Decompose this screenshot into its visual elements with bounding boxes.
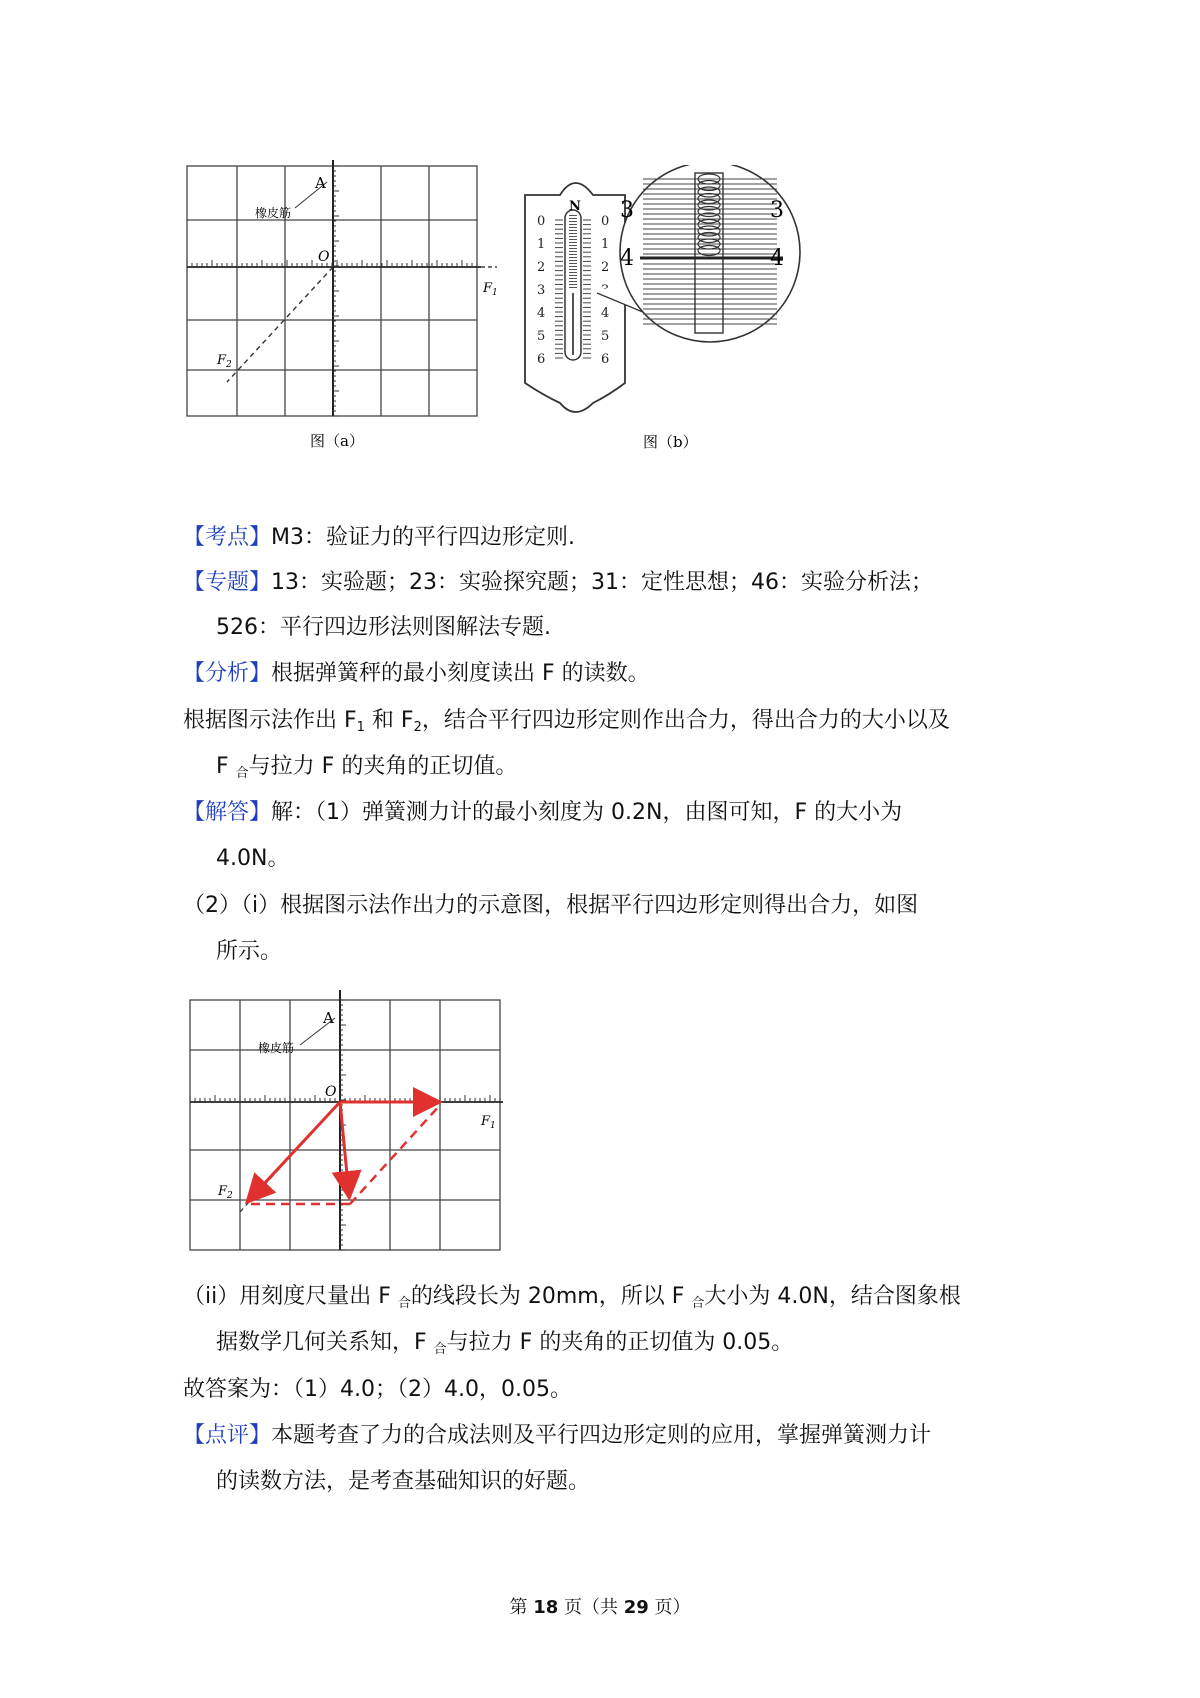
zoom-label-4-left: 4: [620, 246, 634, 271]
label-F2: $F_2$: [218, 1184, 233, 1201]
scale-unit-N: N: [569, 199, 581, 214]
page-total: 29: [623, 1597, 649, 1618]
label-A: A: [315, 174, 326, 192]
label-F1: $F_1$: [481, 1114, 496, 1131]
page-number: 18: [533, 1597, 559, 1618]
part2-text-2: 所示。: [216, 939, 283, 964]
zhuanti-line: [183, 568, 1200, 598]
scale-number-left: 4: [537, 306, 546, 321]
label-O: O: [318, 249, 330, 265]
scale-number-left: 1: [537, 237, 546, 252]
label-A: A: [323, 1009, 334, 1027]
kaodian-line: [183, 523, 1200, 553]
part2-text-1: （2）（i）根据图示法作出力的示意图，根据平行四边形定则得出合力，如图: [183, 893, 919, 918]
zhuanti-tag: 【专题】: [183, 570, 272, 595]
caption-b: 图（b）: [643, 433, 698, 451]
dianping-text-2: 的读数方法，是考查基础知识的好题。: [216, 1469, 591, 1494]
zhuanti-text-2: 526：平行四边形法则图解法专题.: [216, 615, 551, 640]
label-rubber-band: 橡皮筋: [258, 1041, 295, 1055]
scale-number-right: 6: [601, 352, 610, 367]
jieda-text-1: 解：（1）弹簧测力计的最小刻度为 0.2N，由图可知，F 的大小为: [271, 800, 903, 825]
zoom-label-3-right: 3: [770, 198, 784, 223]
zhuanti-text-1: 13：实验题；23：实验探究题；31：定性思想；46：实验分析法；: [271, 570, 933, 595]
label-F1: $F_1$: [483, 281, 498, 298]
figure-solution: [185, 990, 515, 1260]
page-footer: 第 18 页（共 29 页）: [509, 1597, 691, 1618]
part2-ii-text-2: 据数学几何关系知，F $_合$与拉力 F 的夹角的正切值为 0.05。: [216, 1330, 794, 1357]
scale-number-left: 6: [537, 352, 546, 367]
scale-number-left: 3: [537, 283, 546, 298]
figure-b: [515, 165, 835, 465]
analysis-paragraph-1: 根据图示法作出 $F_1$ 和 $F_2$，结合平行四边形定则作出合力，得出合力的大小以及: [183, 708, 950, 735]
label-F2: $F_2$: [217, 353, 232, 370]
scale-number-right: 4: [601, 306, 610, 321]
label-O: O: [325, 1084, 337, 1100]
scale-number-right: 0: [601, 214, 610, 229]
kaodian-tag: 【考点】: [183, 525, 272, 550]
scale-number-left: 0: [537, 214, 546, 229]
figure-a: [185, 160, 515, 460]
jieda-line: [183, 798, 1200, 828]
answer-line: 故答案为：（1）4.0；（2）4.0，0.05。: [183, 1377, 572, 1402]
dianping-tag: 【点评】: [183, 1423, 272, 1448]
scale-number-left: 5: [537, 329, 546, 344]
dianping-text-1: 本题考查了力的合成法则及平行四边形定则的应用，掌握弹簧测力计: [271, 1423, 932, 1448]
jieda-tag: 【解答】: [183, 800, 272, 825]
scale-number-right: 5: [601, 329, 610, 344]
caption-a: 图（a）: [310, 432, 364, 450]
scale-number-right: 1: [601, 237, 610, 252]
label-rubber-band: 橡皮筋: [255, 206, 292, 220]
scale-number-right: 2: [601, 260, 610, 275]
zoom-label-4-right: 4: [770, 246, 784, 271]
kaodian-text: M3：验证力的平行四边形定则.: [271, 525, 575, 550]
analysis-paragraph-2: F $_合$与拉力 F 的夹角的正切值。: [216, 754, 518, 781]
jieda-text-2: 4.0N。: [216, 846, 290, 871]
scale-number-left: 2: [537, 260, 546, 275]
part2-ii-text-1: （ii）用刻度尺量出 F $_合$的线段长为 20mm，所以 F $_合$大小为 4.0N，结合图象根: [183, 1284, 961, 1311]
zoom-label-3-left: 3: [620, 198, 634, 223]
fenxi-tag: 【分析】: [183, 661, 272, 686]
dianping-line: [183, 1421, 1200, 1451]
fenxi-text: 根据弹簧秤的最小刻度读出 F 的读数。: [271, 661, 650, 686]
fenxi-line: [183, 659, 1200, 689]
